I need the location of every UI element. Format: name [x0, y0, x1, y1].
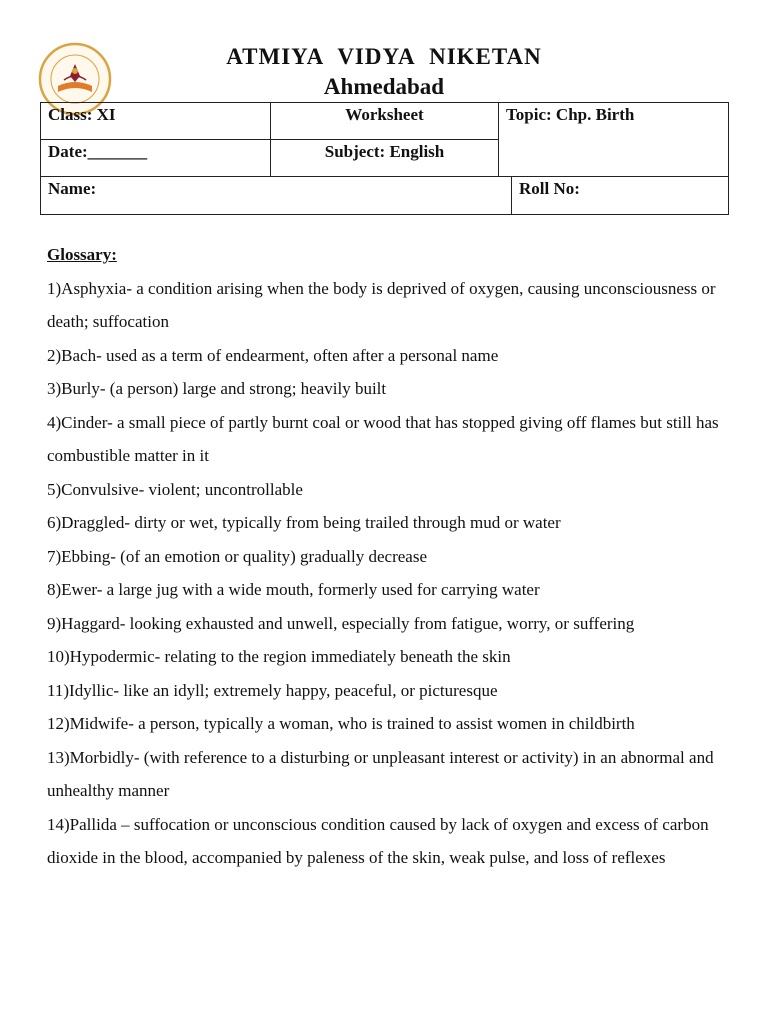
info-table [40, 102, 729, 215]
glossary-heading: Glossary: [47, 245, 117, 264]
glossary-entry: 5)Convulsive- violent; uncontrollable [47, 479, 303, 499]
subject-cell: Subject: English [271, 140, 499, 177]
glossary-entry: 9)Haggard- looking exhausted and unwell, especially from fatigue, worry, or suffering [47, 613, 635, 633]
glossary-entry: 12)Midwife- a person, typically a woman, who is trained to assist women in childbirth [47, 714, 635, 733]
glossary-entry: 11)Idyllic- like an idyll; extremely happy, peaceful, or picturesque [47, 680, 498, 700]
glossary-entry: 2)Bach- used as a term of endearment, often after a personal name [47, 345, 499, 365]
school-name: ATMIYA VIDYA NIKETAN [226, 44, 542, 69]
date-cell: Date:_______ [41, 140, 271, 177]
glossary-entry: 8)Ewer- a large jug with a wide mouth, formerly used for carrying water [47, 580, 540, 599]
glossary-entry: 3)Burly- (a person) large and strong; heavily built [47, 379, 387, 398]
glossary-entry: 4)Cinder- a small piece of partly burnt coal or wood that has stopped giving off flames but still has combustible matter in it [47, 412, 719, 465]
roll-no-cell: Roll No: [519, 179, 580, 198]
glossary-section [47, 238, 737, 875]
school-city: Ahmedabad [323, 74, 445, 99]
name-cell: Name: [41, 177, 512, 214]
glossary-entry: 14)Pallida – suffocation or unconscious condition caused by lack of oxygen and excess of carbon dioxide in the blood, accompanied by paleness of the skin, weak pulse, and loss of reflexes [47, 814, 709, 867]
glossary-entry: 1)Asphyxia- a condition arising when the body is deprived of oxygen, causing unconsciousness or death; suffocation [47, 278, 716, 331]
class-cell: Class: XI [41, 103, 271, 140]
worksheet-cell: Worksheet [271, 103, 499, 140]
glossary-entry: 10)Hypodermic- relating to the region immediately beneath the skin [47, 647, 511, 666]
glossary-entry: 13)Morbidly- (with reference to a disturbing or unpleasant interest or activity) in an abnormal and unhealthy manner [47, 747, 714, 800]
topic-cell: Topic: Chp. Birth [499, 103, 728, 177]
glossary-entry: 6)Draggled- dirty or wet, typically from being trailed through mud or water [47, 513, 561, 532]
glossary-entry: 7)Ebbing- (of an emotion or quality) gradually decrease [47, 546, 428, 566]
